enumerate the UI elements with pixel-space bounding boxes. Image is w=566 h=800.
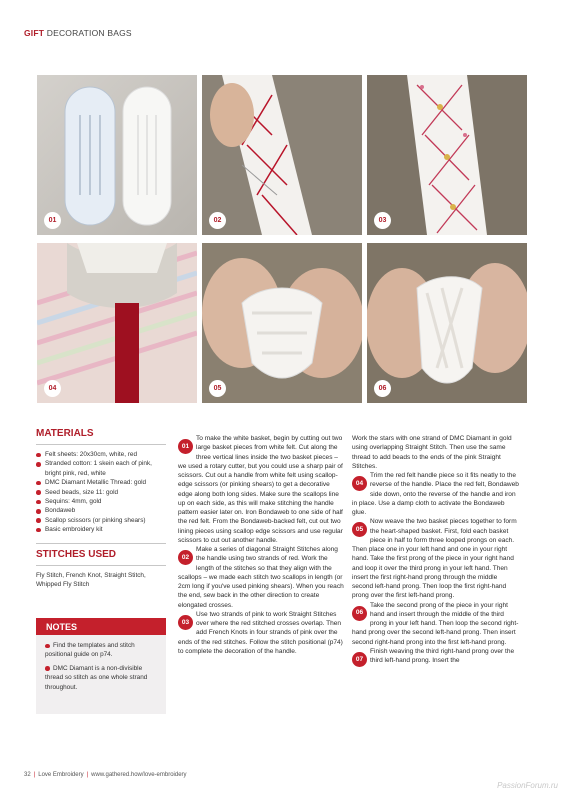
- materials-sidebar: [36, 428, 166, 589]
- step-07: 07 Finish weaving the third right-hand prong over the third left-hand prong. Insert the: [352, 647, 520, 666]
- photo-03: [367, 75, 527, 235]
- list-item: Bondaweb: [36, 506, 166, 515]
- header-gift: GIFT: [24, 28, 45, 38]
- instructions-column-1: [178, 434, 346, 656]
- instructions-column-2: [352, 434, 520, 667]
- divider: [36, 565, 166, 566]
- materials-list: [36, 450, 166, 535]
- photo-number: 06: [374, 380, 391, 397]
- step-number-03: 03: [178, 615, 193, 630]
- step-06: 06 Take the second prong of the piece in your right hand and insert through the middle of the third prong in your left hand. Then loop the second right-hand prong over the second left-hand prong. Then insert second right-hand prong into the first left-hand prong.: [352, 601, 519, 646]
- page-footer: [24, 772, 187, 778]
- photo-number: 05: [209, 380, 226, 397]
- photo-number: 01: [44, 212, 61, 229]
- heart-bullet-icon: [45, 644, 50, 649]
- divider: [36, 543, 166, 544]
- step-number-05: 05: [352, 522, 367, 537]
- photo-number: 04: [44, 380, 61, 397]
- step-03: 03 Use two strands of pink to work Straight Stitches over where the red stitched crosses overlap. Then add French Knots in four strands of pink over the ends of the red stitches. Follow the stitch positional (p74) to complete the decoration of the handle.: [178, 610, 343, 655]
- step-number-01: 01: [178, 439, 193, 454]
- step-01: 01 To make the white basket, begin by cutting out two large basket pieces from white felt. Cut along the three vertical lines inside the two basket pieces – we used a rotary cutter, but you could use a sharp pair of scissors. Cut out a handle from white felt using scallop-edge scissors (or pinking shears) to get a decorative edge along both long sides. Make sure the scallops line up on each side, as this will make stitching the handle pattern easier later on. Iron Bondaweb to one side of half the red felt. From the Bondaweb-backed felt, cut out two lining pieces using scallop edge scissors and use regular scissors to cut out another handle.: [178, 435, 343, 544]
- heart-bullet-icon: [45, 666, 50, 671]
- photo-number: 03: [374, 212, 391, 229]
- photo-06-image: [367, 243, 527, 403]
- note-item: DMC Diamant is a non-divisible thread so stitch as one whole strand throughout.: [45, 664, 148, 691]
- photo-03-image: [367, 75, 527, 235]
- list-item: Sequins: 4mm, gold: [36, 497, 166, 506]
- footer-separator: |: [86, 772, 89, 778]
- stitches-heading: STITCHES USED: [36, 548, 117, 560]
- materials-heading: MATERIALS: [36, 428, 94, 439]
- photo-02-image: [202, 75, 362, 235]
- step-number-02: 02: [178, 550, 193, 565]
- step-05: 05 Now weave the two basket pieces together to form the heart-shaped basket. First, fold each basket piece in half to form three looped prongs on each. Then place one in your left hand and one in your right hand. Take the first prong of the piece in your right hand and loop it over the third prong in your left hand. Then insert the first right-hand prong through the middle second left-hand prong. Then loop the first right-hand prong over the first left-hand prong.: [352, 518, 517, 600]
- photo-04-image: [37, 243, 197, 403]
- notes-heading: NOTES: [36, 618, 166, 635]
- header-section: DECORATION BAGS: [46, 28, 132, 38]
- list-item: Basic embroidery kit: [36, 525, 166, 534]
- list-item: Felt sheets: 20x30cm, white, red: [36, 450, 166, 459]
- photo-01: [37, 75, 197, 235]
- note-item: Find the templates and stitch positional guide on p74.: [45, 642, 135, 659]
- step-number-04: 04: [352, 476, 367, 491]
- step-02: 02 Make a series of diagonal Straight Stitches along the handle using two strands of red. Work the length of the stitches so that they align with the scallops – we made each stitch two scallops in length (or 2cm long if you've used pinking shears). When you reach the end, sew back in the other direction to create elongated crosses.: [178, 546, 344, 609]
- step-number-06: 06: [352, 606, 367, 621]
- notes-box: [36, 618, 166, 714]
- photo-05-image: [202, 243, 362, 403]
- stitches-text: Fly Stitch, French Knot, Straight Stitch, Whipped Fly Stitch: [36, 571, 146, 589]
- step-03-continued: Work the stars with one strand of DMC Diamant in gold using overlapping Straight Stitch. Then use the same thread to add beads to the ends of the pink Straight Stitches.: [352, 435, 512, 470]
- list-item: Seed beads, size 11: gold: [36, 488, 166, 497]
- notes-body: [36, 635, 166, 702]
- magazine-name: Love Embroidery: [38, 772, 84, 778]
- watermark: PassionForum.ru: [497, 781, 558, 790]
- footer-url: www.gathered.how/love-embroidery: [91, 772, 187, 778]
- photo-04: [37, 243, 197, 403]
- page-number: 32: [24, 772, 31, 778]
- list-item: DMC Diamant Metallic Thread: gold: [36, 478, 166, 487]
- list-item: Scallop scissors (or pinking shears): [36, 516, 166, 525]
- footer-separator: |: [33, 772, 36, 778]
- photo-06: [367, 243, 527, 403]
- photo-05: [202, 243, 362, 403]
- photo-02: [202, 75, 362, 235]
- page-header: [24, 28, 132, 38]
- divider: [36, 444, 166, 445]
- step-04: 04 Trim the red felt handle piece so it fits neatly to the reverse of the handle. Place the red felt, Bondaweb side down, onto the reverse of the handle and iron in place. Use a damp cloth to activate the Bondaweb glue.: [352, 472, 519, 516]
- list-item: Stranded cotton: 1 skein each of pink, bright pink, red, white: [36, 459, 166, 478]
- photo-01-image: [37, 75, 197, 235]
- step-number-07: 07: [352, 652, 367, 667]
- photo-number: 02: [209, 212, 226, 229]
